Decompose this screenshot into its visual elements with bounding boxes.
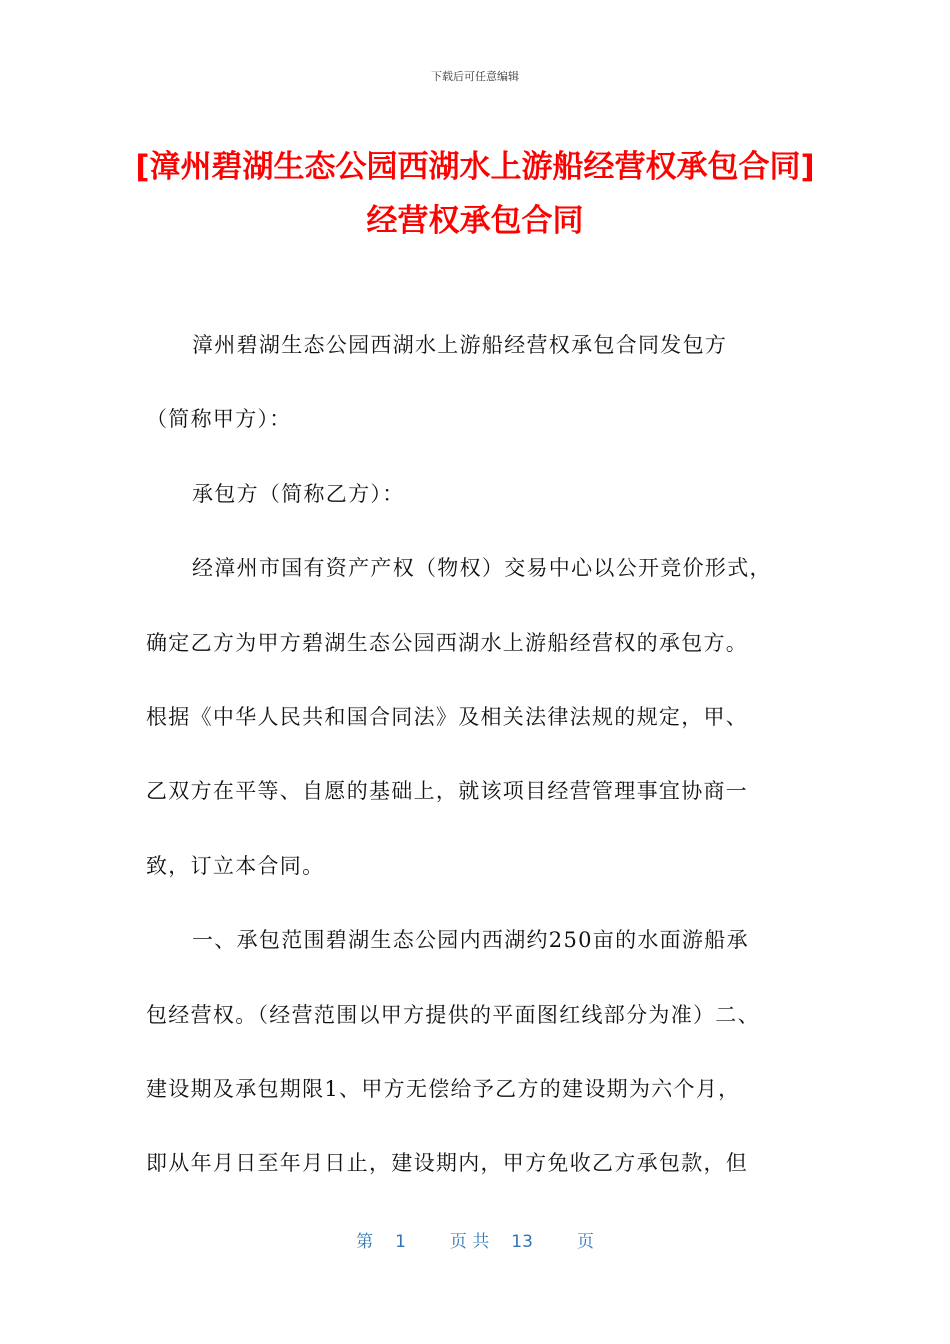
page-footer (0, 1227, 950, 1252)
footer-page-suffix: 页 (576, 1232, 594, 1252)
body-line: 确定乙方为甲方碧湖生态公园西湖水上游船经营权的承包方。 (146, 630, 749, 655)
footer-page-number: 1 (395, 1232, 406, 1252)
body-line: 承包方（简称乙方）： (192, 481, 405, 506)
body-line: 即从年月日至年月日止，建设期内，甲方免收乙方承包款，但 (146, 1151, 749, 1176)
body-line: 经漳州市国有资产产权（物权）交易中心以公开竞价形式， (192, 556, 772, 581)
body-line: 根据《中华人民共和国合同法》及相关法律法规的规定，甲、 (146, 704, 749, 729)
header-note: 下载后可任意编辑 (431, 70, 519, 83)
body-line: 乙双方在平等、自愿的基础上，就该项目经营管理事宜协商一 (146, 779, 749, 804)
footer-page-prefix: 第 (356, 1232, 374, 1252)
document-title: [漳州碧湖生态公园西湖水上游船经营权承包合同] 经营权承包合同 (135, 149, 815, 239)
body-text (146, 322, 806, 1215)
body-line: 建设期及承包期限1、甲方无偿给予乙方的建设期为六个月， (146, 1076, 741, 1101)
body-line: 漳州碧湖生态公园西湖水上游船经营权承包合同发包方 (192, 333, 728, 357)
body-line: （简称甲方）： (146, 407, 292, 432)
footer-page-mid: 页 共 (449, 1232, 490, 1252)
footer-total-pages: 13 (511, 1232, 533, 1252)
body-line: 致，订立本合同。 (146, 853, 325, 878)
body-line: 包经营权。（经营范围以甲方提供的平面图红线部分为准）二、 (146, 1002, 760, 1027)
body-line: 一、承包范围碧湖生态公园内西湖约250亩的水面游船承 (192, 928, 749, 953)
